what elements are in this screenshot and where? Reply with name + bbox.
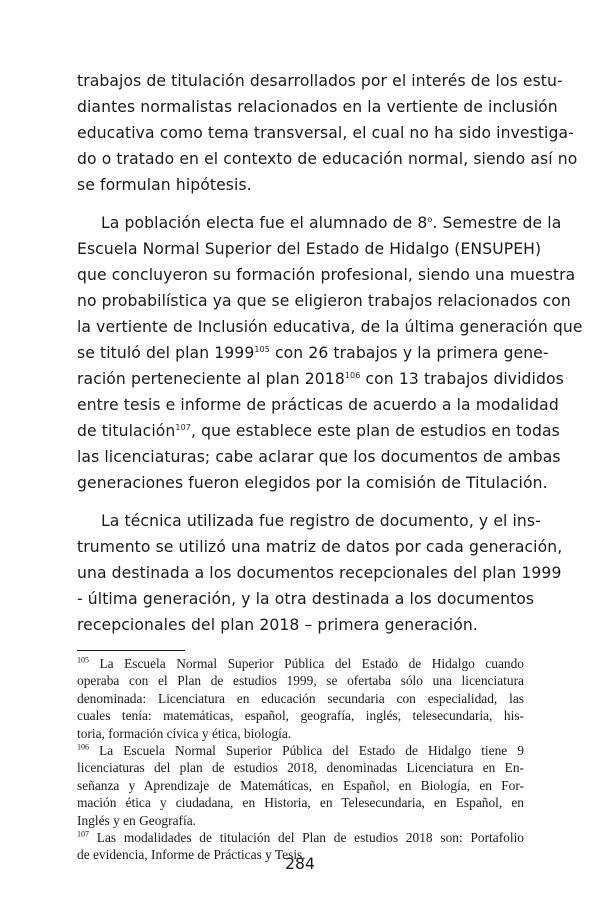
footnote-mark: 107 (77, 829, 89, 839)
text-line: La técnica utilizada fue registro de documento, y el ins- (101, 512, 541, 530)
text-line (77, 366, 564, 392)
text-segment: se tituló del plan 1999 (77, 344, 255, 362)
text-line: do o tratado en el contexto de educación normal, siendo así no (77, 150, 578, 168)
footnote-mark: 105 (77, 655, 89, 665)
text-line: que concluyeron su formación profesional, siendo una muestra (77, 266, 576, 284)
ordinal-superscript: o (427, 214, 433, 224)
text-line: se formulan hipótesis. (77, 176, 252, 194)
text-line: diantes normalistas relacionados en la vertiente de inclusión (77, 98, 558, 116)
footnote-ref-107[interactable]: 107 (175, 422, 191, 432)
text-line: no probabilística ya que se eligieron trabajos relacionados con (77, 292, 571, 310)
footnote-line: operaba con el Plan de estudios 1999, se ofertaba sólo una licenciatura (77, 673, 524, 689)
text-segment: con 13 trabajos divididos (360, 370, 564, 388)
footnote-line: Inglés y en Geografía. (77, 812, 196, 828)
paragraph-continuation (77, 68, 578, 198)
text-segment: con 26 trabajos y la primera gene- (269, 344, 549, 362)
text-line: una destinada a los documentos recepcionales del plan 1999 (77, 564, 562, 582)
text-line: trumento se utilizó una matriz de datos por cada generación, (77, 538, 563, 556)
text-segment: La Escuela Normal Superior Pública del Estado de Hidalgo tiene 9 (89, 743, 524, 759)
footnote-divider (77, 650, 185, 651)
footnote-line: toria, formación cívica y ética, biología. (77, 725, 292, 741)
text-line: generaciones fueron elegidos por la comisión de Titulación. (77, 474, 548, 492)
text-segment: de titulación (77, 422, 176, 440)
text-line (77, 210, 562, 236)
footnote-106 (77, 742, 524, 829)
text-segment: La población electa fue el alumnado de 8 (101, 214, 428, 232)
page-number: 284 (285, 855, 315, 873)
footnote-line: cuales tenía: matemáticas, español, geografía, inglés, telesecundaria, his- (77, 708, 524, 724)
paragraph-technique (77, 508, 563, 638)
text-segment: Las modalidades de titulación del Plan de estudios 2018 son: Portafolio (89, 830, 524, 846)
footnote-line: mación ética y ciudadana, en Historia, en Telesecundaria, en Español, en (77, 795, 524, 811)
text-line: trabajos de titulación desarrollados por el interés de los estu- (77, 72, 563, 90)
footnote-105 (77, 655, 524, 742)
text-segment: La Escuela Normal Superior Pública del Estado de Hidalgo cuando (89, 656, 524, 671)
footnote-line (77, 829, 524, 846)
footnote-line (77, 742, 524, 759)
footnote-ref-105[interactable]: 105 (254, 344, 270, 354)
text-segment: , que establece este plan de estudios en todas (191, 422, 560, 440)
footnote-line: señanza y Aprendizaje de Matemáticas, en Español, en Biología, en For- (77, 777, 524, 793)
text-line: las licenciaturas; cabe aclarar que los documentos de ambas (77, 448, 561, 466)
footnote-line: denominada: Licenciatura en educación secundaria con especialidad, las (77, 690, 524, 706)
page-body (77, 68, 583, 864)
footnote-line (77, 655, 524, 672)
text-line: Escuela Normal Superior del Estado de Hidalgo (ENSUPEH) (77, 240, 542, 258)
text-line: la vertiente de Inclusión educativa, de la última generación que (77, 318, 583, 336)
text-segment: ración perteneciente al plan 2018 (77, 370, 345, 388)
text-line (77, 418, 560, 444)
footnotes (77, 655, 524, 864)
text-line (77, 340, 549, 366)
text-line: - última generación, y la otra destinada a los documentos (77, 590, 535, 608)
footnote-line: licenciaturas del plan de estudios 2018, denominadas Licenciatura en En- (77, 760, 524, 776)
text-line: educativa como tema transversal, el cual no ha sido investiga- (77, 124, 574, 142)
text-line: entre tesis e informe de prácticas de acuerdo a la modalidad (77, 396, 559, 414)
footnote-mark: 106 (77, 742, 89, 752)
text-line: recepcionales del plan 2018 – primera generación. (77, 616, 478, 634)
footnote-line: de evidencia, Informe de Prácticas y Tesis. (77, 847, 306, 863)
footnote-ref-106[interactable]: 106 (344, 370, 361, 380)
paragraph-population (77, 210, 583, 496)
text-segment: . Semestre de la (432, 214, 562, 232)
